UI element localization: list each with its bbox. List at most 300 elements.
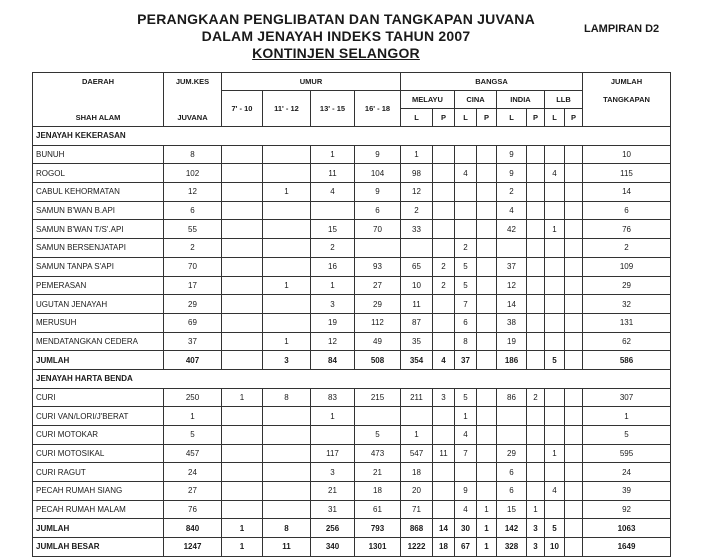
table-row [33, 201, 671, 220]
cell-value: 3 [263, 351, 311, 370]
cell-value: 1247 [164, 538, 222, 557]
cell-value: 37 [455, 351, 477, 370]
cell-value [527, 313, 545, 332]
cell-value [433, 164, 455, 183]
cell-value [477, 276, 497, 295]
row-label: BUNUH [33, 145, 164, 164]
cell-value: 4 [433, 351, 455, 370]
cell-value: 11 [401, 295, 433, 314]
cell-value [565, 295, 583, 314]
table-row [33, 313, 671, 332]
cell-value: 29 [497, 444, 527, 463]
cell-value [477, 183, 497, 202]
header-llb-l: L [545, 109, 565, 127]
cell-value [311, 201, 355, 220]
table-row [33, 463, 671, 482]
cell-value: 15 [311, 220, 355, 239]
header-jum-kes: JUM.KES [164, 73, 222, 91]
row-label: JUMLAH [33, 519, 164, 538]
cell-value: 27 [164, 482, 222, 501]
cell-value [527, 426, 545, 445]
cell-value: 70 [355, 220, 401, 239]
header-india-p: P [527, 109, 545, 127]
header-shah-alam: SHAH ALAM [33, 109, 164, 127]
cell-value [527, 220, 545, 239]
cell-value [433, 500, 455, 519]
cell-value [497, 426, 527, 445]
cell-value: 9 [497, 145, 527, 164]
cell-value [565, 313, 583, 332]
cell-value: 1 [263, 276, 311, 295]
cell-value: 186 [497, 351, 527, 370]
cell-value: 19 [311, 313, 355, 332]
cell-value: 5 [545, 351, 565, 370]
cell-value: 142 [497, 519, 527, 538]
cell-value: 71 [401, 500, 433, 519]
table-row [33, 239, 671, 258]
cell-value: 3 [527, 538, 545, 557]
cell-value: 55 [164, 220, 222, 239]
cell-value: 93 [355, 257, 401, 276]
cell-value: 5 [545, 519, 565, 538]
cell-value [222, 145, 263, 164]
cell-value: 5 [455, 257, 477, 276]
cell-value [263, 444, 311, 463]
cell-value: 4 [497, 201, 527, 220]
cell-value: 1 [477, 500, 497, 519]
cell-value: 49 [355, 332, 401, 351]
cell-value [477, 295, 497, 314]
table-row [33, 426, 671, 445]
cell-value [222, 164, 263, 183]
cell-value: 35 [401, 332, 433, 351]
cell-value [545, 276, 565, 295]
cell-value: 1222 [401, 538, 433, 557]
cell-value [545, 388, 565, 407]
header-melayu-p: P [433, 109, 455, 127]
cell-value [433, 239, 455, 258]
cell-value [565, 426, 583, 445]
cell-value: 104 [355, 164, 401, 183]
cell-value [477, 201, 497, 220]
cell-value: 7 [455, 444, 477, 463]
cell-value: 69 [164, 313, 222, 332]
row-label: CURI MOTOSIKAL [33, 444, 164, 463]
cell-value [263, 295, 311, 314]
cell-value: 9 [455, 482, 477, 501]
cell-value [355, 407, 401, 426]
cell-value: 1 [311, 145, 355, 164]
cell-value [565, 257, 583, 276]
cell-value [527, 332, 545, 351]
cell-value [477, 164, 497, 183]
cell-value [222, 332, 263, 351]
row-label: SAMUN TANPA S'API [33, 257, 164, 276]
cell-value [222, 183, 263, 202]
cell-value [545, 426, 565, 445]
cell-value: 61 [355, 500, 401, 519]
cell-value [565, 164, 583, 183]
cell-value: 5 [583, 426, 671, 445]
cell-value [565, 351, 583, 370]
cell-value: 24 [583, 463, 671, 482]
row-label: SAMUN B'WAN B.API [33, 201, 164, 220]
cell-value [477, 313, 497, 332]
cell-value [477, 426, 497, 445]
lampiran-label: LAMPIRAN D2 [584, 23, 660, 35]
cell-value [477, 257, 497, 276]
row-label: CURI VAN/LORI/J'BERAT [33, 407, 164, 426]
cell-value [565, 145, 583, 164]
cell-value [433, 145, 455, 164]
cell-value [311, 426, 355, 445]
cell-value [545, 257, 565, 276]
table-row [33, 164, 671, 183]
cell-value: 131 [583, 313, 671, 332]
cell-value [527, 145, 545, 164]
cell-value [222, 351, 263, 370]
cell-value [565, 407, 583, 426]
header-age-7-10: 7' - 10 [222, 91, 263, 127]
table-row [33, 183, 671, 202]
cell-value [477, 444, 497, 463]
header-age-11-12: 11' - 12 [263, 91, 311, 127]
cell-value: 340 [311, 538, 355, 557]
cell-value [433, 313, 455, 332]
header-cina-p: P [477, 109, 497, 127]
header-llb-p: P [565, 109, 583, 127]
cell-value: 21 [355, 463, 401, 482]
cell-value: 1 [527, 500, 545, 519]
cell-value: 1 [545, 444, 565, 463]
cell-value: 307 [583, 388, 671, 407]
header-melayu: MELAYU [401, 91, 455, 109]
cell-value: 18 [355, 482, 401, 501]
cell-value [565, 444, 583, 463]
cell-value [565, 276, 583, 295]
cell-value: 868 [401, 519, 433, 538]
cell-value: 1 [263, 332, 311, 351]
row-label: MENDATANGKAN CEDERA [33, 332, 164, 351]
cell-value: 14 [583, 183, 671, 202]
cell-value [433, 201, 455, 220]
cell-value: 10 [583, 145, 671, 164]
cell-value [527, 482, 545, 501]
header-india-l: L [497, 109, 527, 127]
cell-value: 6 [497, 463, 527, 482]
cell-value [565, 500, 583, 519]
row-label: SAMUN BERSENJATAPI [33, 239, 164, 258]
cell-value: 547 [401, 444, 433, 463]
cell-value [222, 220, 263, 239]
total-row [33, 351, 671, 370]
cell-value: 18 [433, 538, 455, 557]
cell-value: 6 [355, 201, 401, 220]
cell-value [222, 463, 263, 482]
cell-value [263, 407, 311, 426]
cell-value: 2 [455, 239, 477, 258]
cell-value [477, 482, 497, 501]
cell-value [455, 201, 477, 220]
cell-value: 2 [433, 276, 455, 295]
cell-value: 7 [455, 295, 477, 314]
header-age-16-18: 16' - 18 [355, 91, 401, 127]
cell-value: 1 [545, 220, 565, 239]
total-row [33, 538, 671, 557]
cell-value: 256 [311, 519, 355, 538]
total-row [33, 519, 671, 538]
cell-value: 473 [355, 444, 401, 463]
header-llb: LLB [545, 91, 583, 109]
header-cina: CINA [455, 91, 497, 109]
juvenile-crime-table [32, 72, 671, 557]
cell-value [222, 444, 263, 463]
cell-value [477, 145, 497, 164]
table-row [33, 332, 671, 351]
cell-value: 12 [401, 183, 433, 202]
cell-value [401, 239, 433, 258]
cell-value: 6 [164, 201, 222, 220]
cell-value: 14 [497, 295, 527, 314]
cell-value [545, 183, 565, 202]
cell-value [527, 164, 545, 183]
cell-value: 250 [164, 388, 222, 407]
cell-value: 67 [455, 538, 477, 557]
cell-value: 8 [263, 388, 311, 407]
cell-value: 2 [497, 183, 527, 202]
table-row [33, 500, 671, 519]
cell-value: 39 [583, 482, 671, 501]
header-daerah: DAERAH [33, 73, 164, 91]
cell-value [222, 257, 263, 276]
cell-value [477, 388, 497, 407]
cell-value: 70 [164, 257, 222, 276]
cell-value [222, 201, 263, 220]
cell-value: 30 [455, 519, 477, 538]
row-label: ROGOL [33, 164, 164, 183]
cell-value [565, 482, 583, 501]
cell-value: 9 [355, 145, 401, 164]
cell-value: 1 [222, 388, 263, 407]
cell-value [527, 239, 545, 258]
cell-value: 3 [527, 519, 545, 538]
cell-value: 3 [311, 463, 355, 482]
cell-value: 2 [311, 239, 355, 258]
row-label: CURI MOTOKAR [33, 426, 164, 445]
cell-value [545, 201, 565, 220]
cell-value [222, 500, 263, 519]
cell-value [527, 407, 545, 426]
cell-value: 6 [583, 201, 671, 220]
cell-value: 840 [164, 519, 222, 538]
cell-value: 16 [311, 257, 355, 276]
row-label: UGUTAN JENAYAH [33, 295, 164, 314]
cell-value: 65 [401, 257, 433, 276]
cell-value [545, 332, 565, 351]
cell-value: 12 [311, 332, 355, 351]
cell-value: 1 [477, 519, 497, 538]
row-label: CURI [33, 388, 164, 407]
cell-value [527, 183, 545, 202]
header-india: INDIA [497, 91, 545, 109]
cell-value [433, 463, 455, 482]
cell-value: 1 [222, 519, 263, 538]
cell-value [263, 164, 311, 183]
cell-value: 10 [401, 276, 433, 295]
cell-value: 14 [433, 519, 455, 538]
cell-value: 4 [455, 426, 477, 445]
table-row [33, 145, 671, 164]
row-label: JUMLAH [33, 351, 164, 370]
cell-value [263, 239, 311, 258]
header-juvana: JUVANA [164, 109, 222, 127]
cell-value [527, 295, 545, 314]
cell-value: 98 [401, 164, 433, 183]
cell-value [455, 463, 477, 482]
cell-value: 5 [355, 426, 401, 445]
cell-value: 1 [455, 407, 477, 426]
cell-value [565, 183, 583, 202]
cell-value [527, 351, 545, 370]
cell-value: 76 [164, 500, 222, 519]
header-age-13-15: 13' - 15 [311, 91, 355, 127]
cell-value: 29 [164, 295, 222, 314]
cell-value [433, 426, 455, 445]
cell-value: 8 [455, 332, 477, 351]
cell-value: 20 [401, 482, 433, 501]
cell-value: 12 [164, 183, 222, 202]
cell-value: 37 [164, 332, 222, 351]
cell-value: 1 [583, 407, 671, 426]
cell-value [477, 463, 497, 482]
cell-value: 86 [497, 388, 527, 407]
cell-value [222, 407, 263, 426]
cell-value: 29 [583, 276, 671, 295]
cell-value: 586 [583, 351, 671, 370]
cell-value [545, 145, 565, 164]
cell-value [565, 239, 583, 258]
cell-value [433, 407, 455, 426]
cell-value [263, 145, 311, 164]
header-tangkapan: TANGKAPAN [583, 91, 671, 109]
cell-value: 2 [583, 239, 671, 258]
row-label: PECAH RUMAH SIANG [33, 482, 164, 501]
section-row [33, 127, 671, 146]
cell-value [355, 239, 401, 258]
cell-value [545, 407, 565, 426]
cell-value [433, 295, 455, 314]
cell-value: 31 [311, 500, 355, 519]
cell-value [455, 220, 477, 239]
cell-value [263, 463, 311, 482]
table-row [33, 295, 671, 314]
cell-value: 37 [497, 257, 527, 276]
cell-value [455, 183, 477, 202]
cell-value: 6 [497, 482, 527, 501]
cell-value [222, 482, 263, 501]
header-bangsa: BANGSA [401, 73, 583, 91]
header-daerah-spacer [33, 91, 164, 109]
cell-value [222, 313, 263, 332]
row-label: PEMERASAN [33, 276, 164, 295]
cell-value: 1 [477, 538, 497, 557]
cell-value: 407 [164, 351, 222, 370]
cell-value: 5 [164, 426, 222, 445]
cell-value [527, 276, 545, 295]
cell-value: 457 [164, 444, 222, 463]
table-row [33, 388, 671, 407]
cell-value [545, 239, 565, 258]
cell-value [263, 500, 311, 519]
cell-value: 1 [311, 407, 355, 426]
cell-value: 62 [583, 332, 671, 351]
row-label: CURI RAGUT [33, 463, 164, 482]
cell-value: 11 [263, 538, 311, 557]
cell-value: 12 [497, 276, 527, 295]
report-title-line1: PERANGKAAN PENGLIBATAN DAN TANGKAPAN JUVANA [137, 11, 535, 27]
header-cina-l: L [455, 109, 477, 127]
cell-value: 112 [355, 313, 401, 332]
cell-value: 4 [455, 500, 477, 519]
header-jumlah: JUMLAH [583, 73, 671, 91]
cell-value: 27 [355, 276, 401, 295]
cell-value [565, 519, 583, 538]
cell-value: 3 [311, 295, 355, 314]
cell-value: 24 [164, 463, 222, 482]
cell-value [565, 220, 583, 239]
cell-value: 11 [433, 444, 455, 463]
cell-value [433, 332, 455, 351]
row-label: SAMUN B'WAN T/S'.API [33, 220, 164, 239]
cell-value: 9 [355, 183, 401, 202]
row-label: CABUL KEHORMATAN [33, 183, 164, 202]
cell-value [263, 257, 311, 276]
cell-value: 19 [497, 332, 527, 351]
cell-value: 32 [583, 295, 671, 314]
cell-value [497, 407, 527, 426]
cell-value: 2 [433, 257, 455, 276]
cell-value [527, 257, 545, 276]
section-row [33, 369, 671, 388]
cell-value [222, 239, 263, 258]
cell-value [263, 426, 311, 445]
cell-value: 595 [583, 444, 671, 463]
cell-value [545, 313, 565, 332]
cell-value: 76 [583, 220, 671, 239]
cell-value [565, 538, 583, 557]
cell-value: 83 [311, 388, 355, 407]
cell-value [455, 145, 477, 164]
table-row [33, 407, 671, 426]
cell-value [565, 201, 583, 220]
cell-value: 215 [355, 388, 401, 407]
cell-value [565, 332, 583, 351]
row-label: MERUSUH [33, 313, 164, 332]
header-umur: UMUR [222, 73, 401, 91]
cell-value: 5 [455, 388, 477, 407]
cell-value: 8 [263, 519, 311, 538]
cell-value [263, 220, 311, 239]
cell-value: 2 [527, 388, 545, 407]
cell-value: 1 [222, 538, 263, 557]
cell-value [545, 500, 565, 519]
table-row [33, 482, 671, 501]
cell-value: 1649 [583, 538, 671, 557]
header-tangkapan-spacer [583, 109, 671, 127]
cell-value: 1 [401, 426, 433, 445]
cell-value: 328 [497, 538, 527, 557]
cell-value: 508 [355, 351, 401, 370]
